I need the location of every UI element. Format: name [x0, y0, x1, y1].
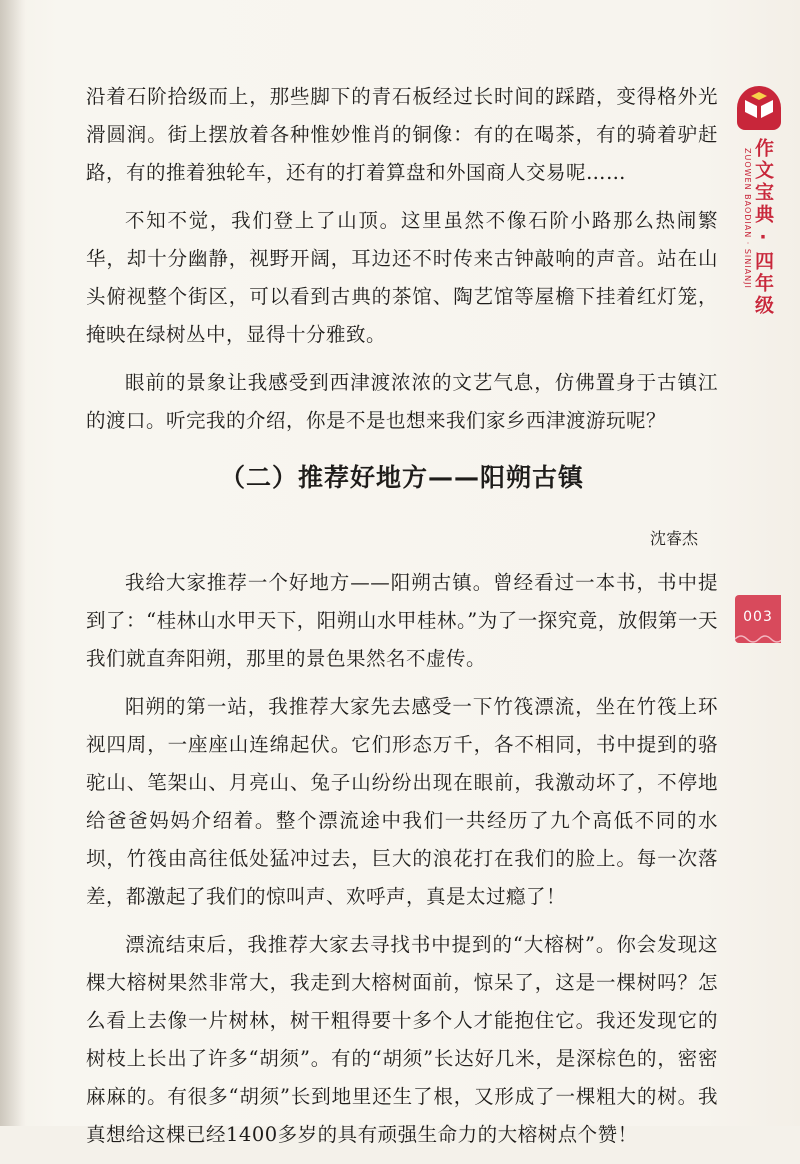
- body-paragraph-2: 阳朔的第一站，我推荐大家先去感受一下竹筏漂流，坐在竹筏上环视四周，一座座山连绵起伏。它们形态万千，各不相同，书中提到的骆驼山、笔架山、月亮山、兔子山纷纷出现在眼前，我激动坏了，不停地给爸爸妈妈介绍着。整个漂流途中我们一共经历了九个高低不同的水坝，竹筏由高往低处猛冲过去，巨大的浪花打在我们的脸上。每一次落差，都激起了我们的惊叫声、欢呼声，真是太过瘾了！: [86, 695, 718, 908]
- series-latin-title: ZUOWEN BAODIAN · SINIANJI: [743, 148, 752, 289]
- intro-paragraph-2: 不知不觉，我们登上了山顶。这里虽然不像石阶小路那么热闹繁华，却十分幽静，视野开阔，耳边还不时传来古钟敲响的声音。站在山头俯视整个街区，可以看到古典的茶馆、陶艺馆等屋檐下挂着红灯笼，掩映在绿树丛中，显得十分雅致。: [86, 209, 718, 346]
- series-title: 作文宝典·四年级: [752, 138, 774, 317]
- author-name: 沈睿杰: [649, 529, 698, 548]
- wave-pattern-icon: [735, 633, 781, 643]
- page-number: 003: [743, 609, 773, 625]
- book-logo-icon: [737, 86, 781, 130]
- gutter-shadow: [0, 0, 26, 1126]
- body-paragraph-3: 漂流结束后，我推荐大家去寻找书中提到的“大榕树”。你会发现这棵大榕树果然非常大，我走到大榕树面前，惊呆了，这是一棵树吗？怎么看上去像一片树林，树干粗得要十多个人才能抱住它。我还发现它的树枝上长出了许多“胡须”。有的“胡须”长达好几米，是深棕色的，密密麻麻的。有很多“胡须”长到地里还生了根，又形成了一棵粗大的树。我真想给这棵已经1400多岁的具有顽强生命力的大榕树点个赞！: [86, 933, 718, 1146]
- intro-paragraph-1: 沿着石阶拾级而上，那些脚下的青石板经过长时间的踩踏，变得格外光滑圆润。街上摆放着各种惟妙惟肖的铜像：有的在喝茶，有的骑着驴赶路，有的推着独轮车，还有的打着算盘和外国商人交易呢……: [86, 85, 718, 184]
- section-title: （二）推荐好地方——阳朔古镇: [219, 463, 584, 492]
- page-content: [86, 78, 718, 1164]
- page-number-tab: [735, 595, 781, 643]
- body-paragraph-1: 我给大家推荐一个好地方——阳朔古镇。曾经看过一本书，书中提到了：“桂林山水甲天下，阳朔山水甲桂林。”为了一探究竟，放假第一天我们就直奔阳朔，那里的景色果然名不虚传。: [86, 571, 718, 670]
- intro-paragraph-3: 眼前的景象让我感受到西津渡浓浓的文艺气息，仿佛置身于古镇江的渡口。听完我的介绍，你是不是也想来我们家乡西津渡游玩呢？: [86, 371, 718, 432]
